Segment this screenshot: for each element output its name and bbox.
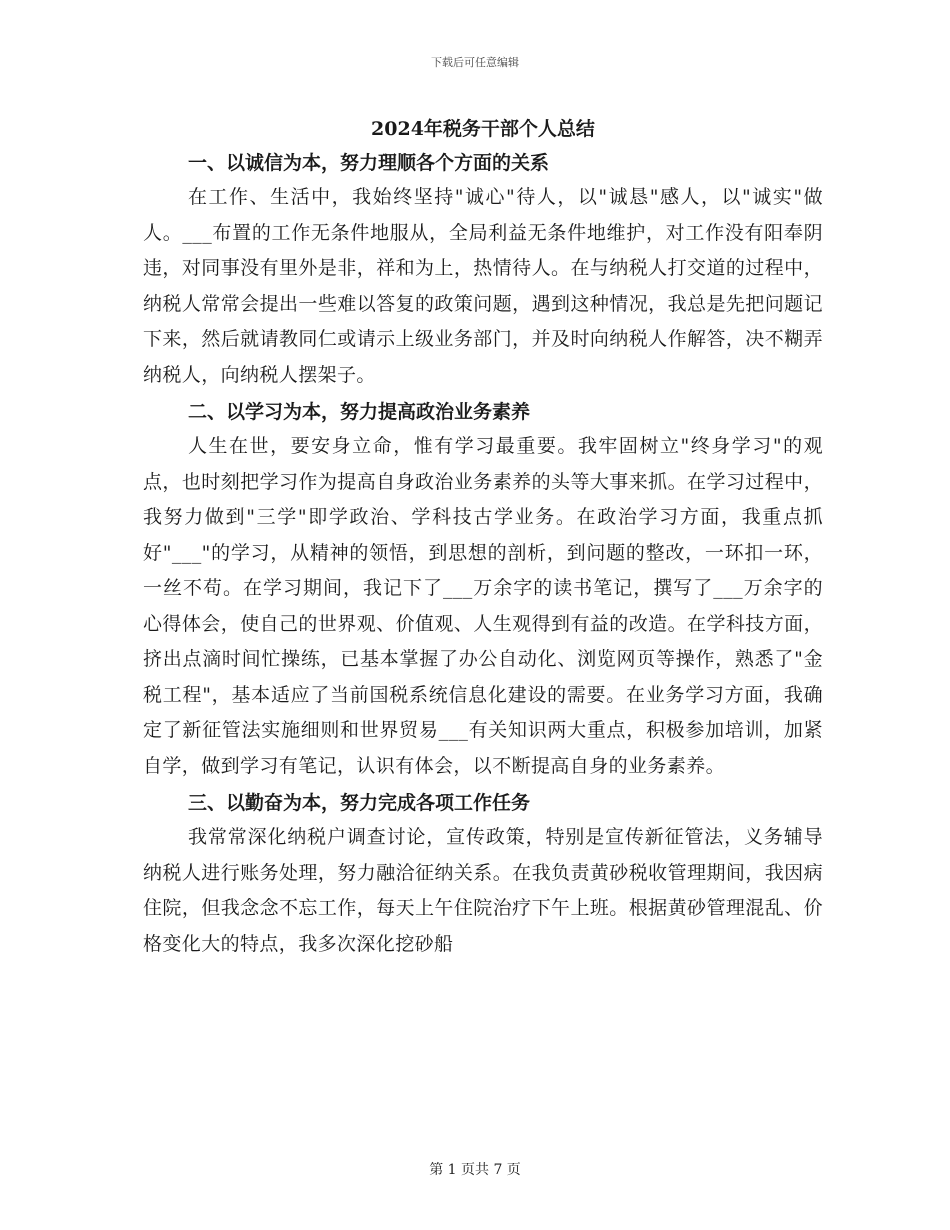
section-2-paragraph: 人生在世，要安身立命，惟有学习最重要。我牢固树立"终身学习"的观点，也时刻把学习作为提高自身政治业务素养的头等大事来抓。在学习过程中，我努力做到"三学"即学政治、学科技古学业务。在政治学习方面，我重点抓好"___"的学习，从精神的领悟，到思想的剖析，到问题的整改，一环扣一环，一丝不苟。在学习期间，我记下了___万余字的读书笔记，撰写了___万余字的心得体会，使自己的世界观、价值观、人生观得到有益的改造。在学科技方面，挤出点滴时间忙操练，已基本掌握了办公自动化、浏览网页等操作，熟悉了"金税工程"，基本适应了当前国税系统信息化建设的需要。在业务学习方面，我确定了新征管法实施细则和世界贸易___有关知识两大重点，积极参加培训，加紧自学，做到学习有笔记，认识有体会，以不断提高自身的业务素养。 xyxy=(143,435,823,777)
header-note: 下载后可任意编辑 xyxy=(431,56,519,69)
section-3-paragraph: 我常常深化纳税户调查讨论，宣传政策，特别是宣传新征管法，义务辅导纳税人进行账务处理，努力融洽征纳关系。在我负责黄砂税收管理期间，我因病住院，但我念念不忘工作，每天上午住院治疗下午上班。根据黄砂管理混乱、价格变化大的特点，我多次深化挖砂船 xyxy=(143,826,823,955)
page-footer: 第 1 页共 7 页 xyxy=(429,1162,521,1178)
section-2-heading: 二、以学习为本，努力提高政治业务素养 xyxy=(188,401,531,423)
document-title: 2024年税务干部个人总结 xyxy=(371,118,595,140)
document-content xyxy=(143,112,823,962)
section-1-paragraph: 在工作、生活中，我始终坚持"诚心"待人，以"诚恳"感人，以"诚实"做人。___布置的工作无条件地服从，全局利益无条件地维护，对工作没有阳奉阴违，对同事没有里外是非，祥和为上，热情待人。在与纳税人打交道的过程中，纳税人常常会提出一些难以答复的政策问题，遇到这种情况，我总是先把问题记下来，然后就请教同仁或请示上级业务部门，并及时向纳税人作解答，决不糊弄纳税人，向纳税人摆架子。 xyxy=(143,186,823,386)
section-1-heading: 一、以诚信为本，努力理顺各个方面的关系 xyxy=(188,152,550,174)
section-3-heading: 三、以勤奋为本，努力完成各项工作任务 xyxy=(188,792,531,814)
